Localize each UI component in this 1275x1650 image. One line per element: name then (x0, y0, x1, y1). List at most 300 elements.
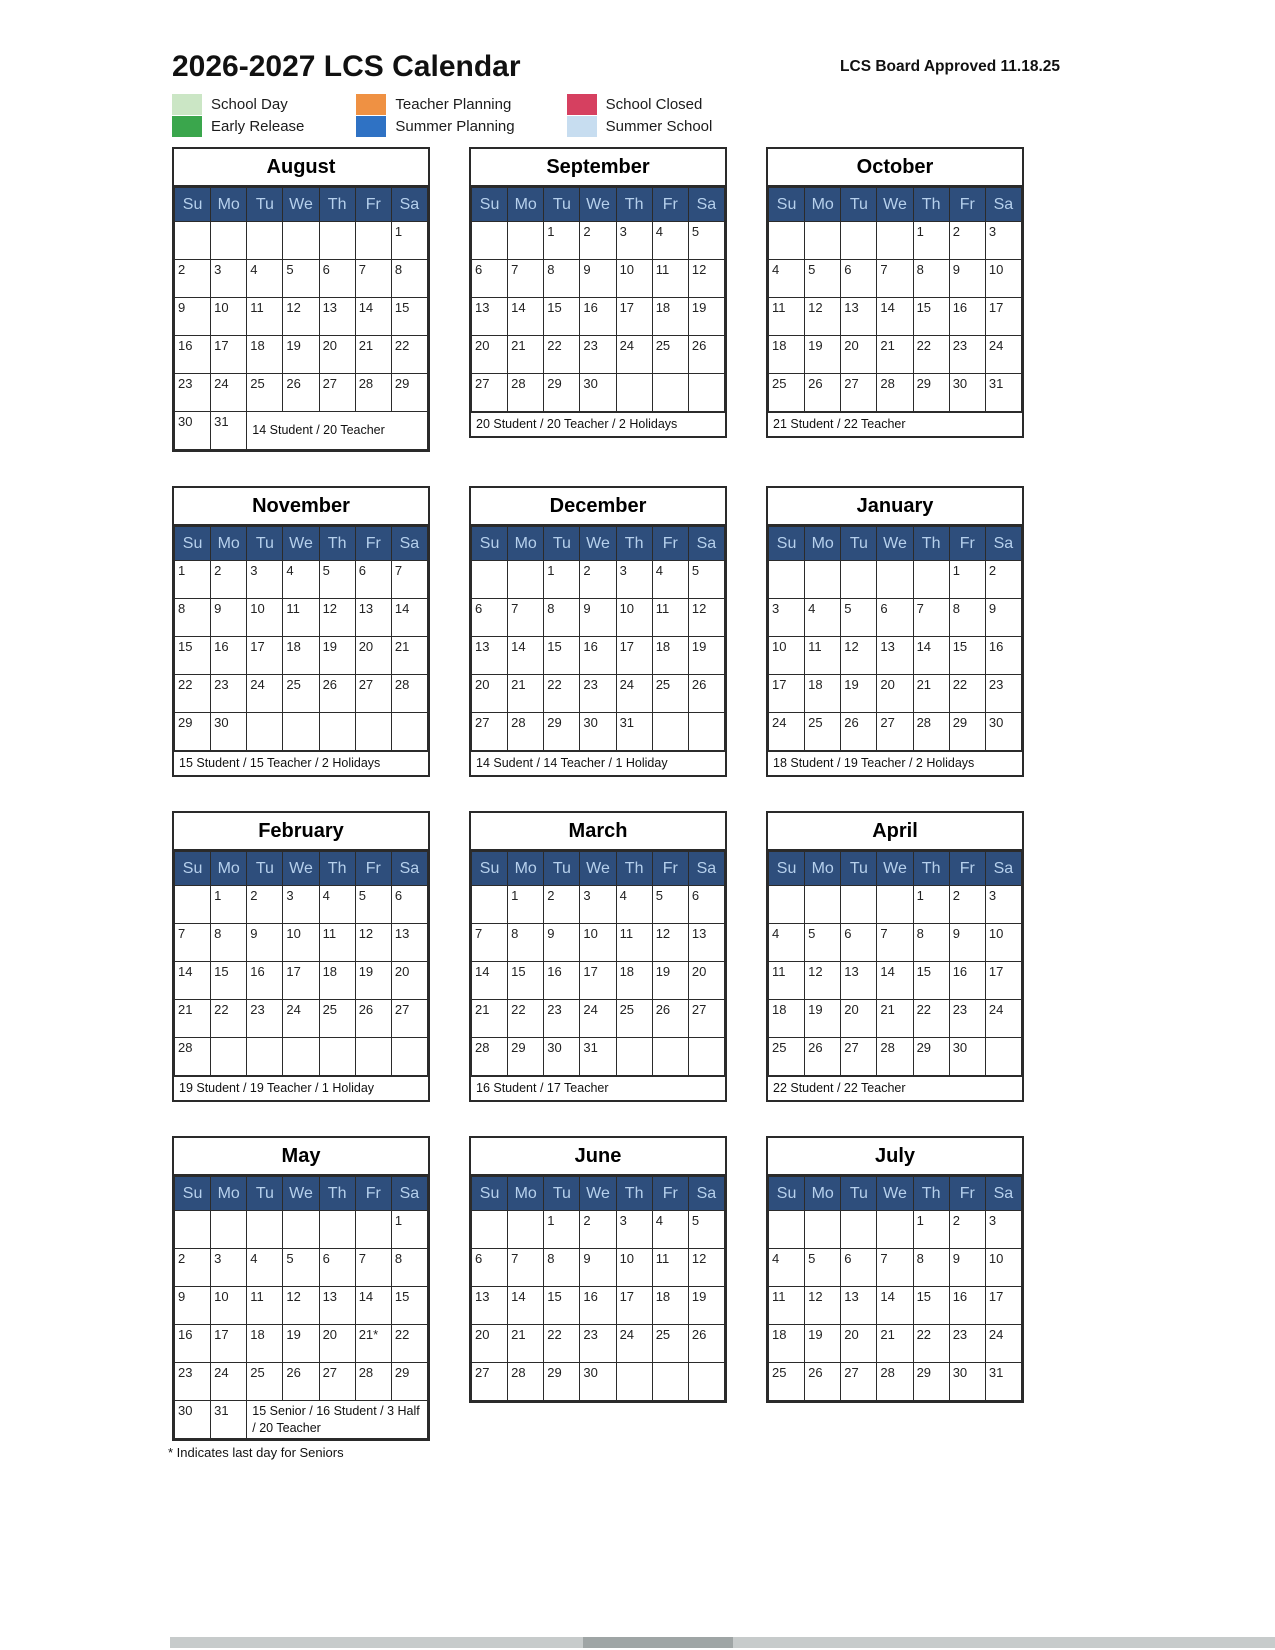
legend-item (356, 115, 514, 137)
day-cell: 24 (211, 1363, 247, 1401)
day-cell: 26 (841, 713, 877, 751)
day-cell: 24 (211, 374, 247, 412)
day-cell: 26 (355, 1000, 391, 1038)
day-cell (391, 713, 427, 751)
day-cell: 1 (949, 561, 985, 599)
month-card (766, 1136, 1024, 1403)
day-cell: 21 (508, 1325, 544, 1363)
month-december (469, 486, 727, 777)
dow-cell: Su (175, 1177, 211, 1211)
day-cell: 29 (391, 374, 427, 412)
day-cell: 30 (211, 713, 247, 751)
day-cell: 3 (769, 599, 805, 637)
day-cell: 18 (805, 675, 841, 713)
day-cell: 14 (877, 962, 913, 1000)
dow-cell: We (877, 1177, 913, 1211)
day-cell: 16 (580, 298, 616, 336)
day-cell: 9 (580, 260, 616, 298)
month-table-head (769, 527, 1022, 561)
day-cell: 2 (949, 222, 985, 260)
dow-cell: Sa (985, 1177, 1021, 1211)
week-row (472, 1287, 725, 1325)
dow-cell: Su (472, 527, 508, 561)
week-row (472, 599, 725, 637)
week-row (472, 298, 725, 336)
day-cell: 29 (949, 713, 985, 751)
month-table (174, 851, 428, 1076)
day-cell: 21 (472, 1000, 508, 1038)
month-footer: 14 Student / 20 Teacher (247, 412, 428, 450)
day-cell: 10 (769, 637, 805, 675)
day-cell: 14 (175, 962, 211, 1000)
dow-cell: We (580, 852, 616, 886)
day-cell (355, 1211, 391, 1249)
dow-cell: Fr (652, 852, 688, 886)
dow-cell: Sa (391, 188, 427, 222)
day-cell: 1 (391, 1211, 427, 1249)
day-cell: 14 (877, 1287, 913, 1325)
day-cell: 17 (985, 962, 1021, 1000)
week-row (769, 298, 1022, 336)
legend-label: Teacher Planning (395, 95, 512, 113)
day-cell: 19 (805, 1000, 841, 1038)
legend-label: Summer Planning (395, 117, 515, 135)
dow-cell: Mo (211, 527, 247, 561)
month-card (172, 147, 430, 452)
day-cell: 5 (805, 924, 841, 962)
er-swatch-icon (172, 116, 202, 137)
day-cell: 6 (841, 1249, 877, 1287)
scan-artifact (170, 1637, 1275, 1648)
day-cell (211, 1038, 247, 1076)
legend-label: Summer School (605, 117, 713, 135)
day-cell: 25 (652, 1325, 688, 1363)
day-cell: 1 (508, 886, 544, 924)
day-cell (841, 1211, 877, 1249)
day-cell: 19 (319, 637, 355, 675)
month-footer: 20 Student / 20 Teacher / 2 Holidays (471, 412, 725, 436)
month-card (766, 486, 1024, 777)
day-cell: 10 (616, 1249, 652, 1287)
week-row (472, 924, 725, 962)
day-cell: 4 (319, 886, 355, 924)
day-cell: 30 (580, 1363, 616, 1401)
day-cell (175, 222, 211, 260)
month-table (174, 526, 428, 751)
dow-cell: We (283, 852, 319, 886)
day-cell: 8 (544, 599, 580, 637)
day-cell: 9 (247, 924, 283, 962)
dow-cell: Sa (985, 188, 1021, 222)
dow-cell: We (283, 188, 319, 222)
day-cell: 8 (544, 260, 580, 298)
months-grid (168, 147, 1275, 1460)
week-row (175, 374, 428, 412)
day-cell (355, 1038, 391, 1076)
dow-cell: We (580, 527, 616, 561)
week-row (472, 886, 725, 924)
day-cell: 27 (841, 1363, 877, 1401)
day-cell: 19 (283, 1325, 319, 1363)
day-cell: 18 (769, 1000, 805, 1038)
week-row (472, 1249, 725, 1287)
day-cell: 8 (211, 924, 247, 962)
day-cell: 21 (877, 1000, 913, 1038)
week-row (769, 1249, 1022, 1287)
day-cell: 5 (688, 1211, 724, 1249)
day-cell: 10 (211, 298, 247, 336)
day-cell: 22 (391, 1325, 427, 1363)
day-cell: 21 (508, 336, 544, 374)
day-cell: 16 (580, 637, 616, 675)
day-cell (652, 1038, 688, 1076)
day-cell: 3 (211, 260, 247, 298)
day-cell: 9 (949, 260, 985, 298)
dow-cell: Su (472, 1177, 508, 1211)
day-cell: 16 (211, 637, 247, 675)
day-cell (616, 1363, 652, 1401)
day-cell: 17 (283, 962, 319, 1000)
day-cell: 23 (580, 336, 616, 374)
day-cell: 2 (175, 1249, 211, 1287)
dow-row (769, 1177, 1022, 1211)
day-cell: 22 (211, 1000, 247, 1038)
month-footer: 22 Student / 22 Teacher (768, 1076, 1022, 1100)
day-cell: 11 (652, 1249, 688, 1287)
month-may (168, 1136, 430, 1460)
dow-row (175, 527, 428, 561)
day-cell: 24 (283, 1000, 319, 1038)
day-cell: 16 (247, 962, 283, 1000)
day-cell: 30 (580, 374, 616, 412)
day-cell: 2 (175, 260, 211, 298)
legend-label: School Closed (605, 95, 703, 113)
day-cell: 17 (247, 637, 283, 675)
day-cell: 13 (472, 1287, 508, 1325)
day-cell: 28 (355, 1363, 391, 1401)
day-cell: 24 (985, 1000, 1021, 1038)
month-table (174, 187, 428, 450)
day-cell: 4 (247, 1249, 283, 1287)
day-cell: 25 (652, 336, 688, 374)
day-cell: 6 (391, 886, 427, 924)
day-cell: 21 (913, 675, 949, 713)
day-cell: 15 (211, 962, 247, 1000)
month-table (471, 851, 725, 1076)
day-cell: 1 (544, 561, 580, 599)
dow-cell: Fr (355, 527, 391, 561)
day-cell: 31 (616, 713, 652, 751)
dow-row (175, 852, 428, 886)
week-row (175, 298, 428, 336)
week-row (472, 713, 725, 751)
month-table (768, 187, 1022, 412)
day-cell: 25 (319, 1000, 355, 1038)
week-row (769, 1000, 1022, 1038)
day-cell: 30 (949, 374, 985, 412)
week-row (769, 675, 1022, 713)
day-cell (508, 561, 544, 599)
day-cell: 26 (283, 374, 319, 412)
dow-row (472, 852, 725, 886)
day-cell (841, 886, 877, 924)
week-row (175, 1401, 428, 1439)
day-cell: 1 (175, 561, 211, 599)
month-table-head (472, 188, 725, 222)
day-cell (616, 1038, 652, 1076)
day-cell: 4 (616, 886, 652, 924)
week-row (472, 222, 725, 260)
day-cell: 9 (175, 298, 211, 336)
day-cell (472, 222, 508, 260)
day-cell: 25 (769, 374, 805, 412)
day-cell: 26 (688, 675, 724, 713)
dow-cell: Mo (211, 1177, 247, 1211)
day-cell: 23 (247, 1000, 283, 1038)
dow-cell: Su (472, 852, 508, 886)
scan-artifact-dark (583, 1637, 733, 1648)
day-cell: 9 (580, 1249, 616, 1287)
day-cell: 8 (913, 260, 949, 298)
sp-swatch-icon (356, 116, 386, 137)
dow-cell: We (283, 527, 319, 561)
day-cell: 11 (769, 1287, 805, 1325)
day-cell (688, 713, 724, 751)
day-cell: 9 (985, 599, 1021, 637)
day-cell (841, 561, 877, 599)
day-cell (355, 713, 391, 751)
day-cell: 9 (949, 924, 985, 962)
day-cell (211, 1211, 247, 1249)
day-cell: 15 (949, 637, 985, 675)
day-cell: 2 (247, 886, 283, 924)
dow-cell: Su (175, 188, 211, 222)
day-cell (472, 1211, 508, 1249)
day-cell (283, 713, 319, 751)
day-cell: 15 (544, 637, 580, 675)
month-table-head (175, 1177, 428, 1211)
dow-cell: Th (913, 527, 949, 561)
day-cell: 7 (175, 924, 211, 962)
day-cell: 12 (355, 924, 391, 962)
day-cell: 7 (391, 561, 427, 599)
week-row (472, 374, 725, 412)
month-february (172, 811, 430, 1102)
dow-cell: Fr (652, 188, 688, 222)
month-table (471, 1176, 725, 1401)
day-cell: 5 (688, 561, 724, 599)
week-row (175, 1249, 428, 1287)
dow-cell: Sa (391, 1177, 427, 1211)
day-cell: 20 (841, 1325, 877, 1363)
day-cell: 4 (769, 1249, 805, 1287)
day-cell: 13 (319, 298, 355, 336)
day-cell: 19 (841, 675, 877, 713)
day-cell: 18 (319, 962, 355, 1000)
day-cell: 6 (472, 1249, 508, 1287)
dow-cell: Th (319, 527, 355, 561)
day-cell: 6 (877, 599, 913, 637)
dow-cell: Th (616, 1177, 652, 1211)
day-cell: 23 (985, 675, 1021, 713)
day-cell: 28 (877, 374, 913, 412)
month-table-body (472, 222, 725, 412)
dow-cell: Th (616, 188, 652, 222)
day-cell: 26 (319, 675, 355, 713)
day-cell: 4 (283, 561, 319, 599)
day-cell: 16 (175, 336, 211, 374)
day-cell: 18 (652, 1287, 688, 1325)
day-cell: 21* (355, 1325, 391, 1363)
ss-swatch-icon (567, 116, 597, 137)
dow-cell: Fr (949, 188, 985, 222)
legend-item (172, 115, 304, 137)
day-cell: 23 (580, 1325, 616, 1363)
day-cell: 27 (319, 374, 355, 412)
day-cell (472, 561, 508, 599)
week-row (175, 222, 428, 260)
day-cell: 29 (913, 374, 949, 412)
day-cell: 16 (949, 962, 985, 1000)
day-cell: 5 (805, 1249, 841, 1287)
day-cell: 7 (508, 260, 544, 298)
day-cell: 5 (283, 1249, 319, 1287)
day-cell: 17 (616, 637, 652, 675)
dow-cell: Tu (544, 1177, 580, 1211)
day-cell: 13 (472, 298, 508, 336)
week-row (175, 1000, 428, 1038)
week-row (175, 1363, 428, 1401)
legend-item (356, 93, 514, 115)
day-cell (805, 886, 841, 924)
day-cell: 12 (319, 599, 355, 637)
month-august (172, 147, 430, 452)
week-row (769, 637, 1022, 675)
day-cell: 29 (175, 713, 211, 751)
dow-cell: Fr (949, 527, 985, 561)
week-row (472, 1363, 725, 1401)
dow-cell: Su (769, 527, 805, 561)
day-cell: 1 (913, 886, 949, 924)
week-row (472, 1211, 725, 1249)
week-row (769, 1211, 1022, 1249)
dow-cell: Su (769, 188, 805, 222)
dow-cell: Th (319, 188, 355, 222)
month-card (172, 811, 430, 1102)
month-card (469, 147, 727, 438)
day-cell: 27 (391, 1000, 427, 1038)
dow-cell: Th (913, 1177, 949, 1211)
day-cell: 24 (769, 713, 805, 751)
dow-cell: Mo (211, 852, 247, 886)
day-cell: 18 (652, 637, 688, 675)
day-cell: 5 (652, 886, 688, 924)
day-cell: 13 (472, 637, 508, 675)
day-cell: 26 (652, 1000, 688, 1038)
day-cell: 7 (877, 924, 913, 962)
day-cell (247, 1038, 283, 1076)
day-cell: 13 (688, 924, 724, 962)
day-cell (319, 1038, 355, 1076)
day-cell: 22 (175, 675, 211, 713)
day-cell: 21 (355, 336, 391, 374)
month-footer: 14 Sudent / 14 Teacher / 1 Holiday (471, 751, 725, 775)
day-cell: 31 (211, 1401, 247, 1439)
day-cell: 3 (616, 222, 652, 260)
month-july (766, 1136, 1024, 1403)
month-june (469, 1136, 727, 1403)
day-cell: 22 (913, 1325, 949, 1363)
day-cell: 20 (877, 675, 913, 713)
day-cell: 4 (769, 924, 805, 962)
dow-cell: Tu (544, 188, 580, 222)
day-cell: 31 (211, 412, 247, 450)
day-cell: 16 (544, 962, 580, 1000)
day-cell: 6 (355, 561, 391, 599)
month-card (172, 1136, 430, 1441)
day-cell: 10 (616, 260, 652, 298)
day-cell: 20 (472, 1325, 508, 1363)
day-cell: 28 (391, 675, 427, 713)
day-cell: 19 (283, 336, 319, 374)
day-cell: 8 (508, 924, 544, 962)
month-title: October (768, 149, 1022, 187)
week-row (472, 675, 725, 713)
dow-cell: Tu (247, 852, 283, 886)
month-september (469, 147, 727, 438)
day-cell: 19 (652, 962, 688, 1000)
day-cell: 15 (913, 962, 949, 1000)
dow-row (769, 527, 1022, 561)
week-row (472, 1038, 725, 1076)
week-row (175, 924, 428, 962)
month-card (469, 811, 727, 1102)
day-cell: 8 (175, 599, 211, 637)
dow-cell: We (877, 527, 913, 561)
day-cell: 11 (652, 599, 688, 637)
day-cell: 23 (544, 1000, 580, 1038)
week-row (175, 713, 428, 751)
day-cell: 20 (319, 336, 355, 374)
dow-row (175, 188, 428, 222)
day-cell: 27 (472, 374, 508, 412)
dow-cell: Tu (544, 527, 580, 561)
day-cell: 11 (616, 924, 652, 962)
page-header (172, 0, 1060, 84)
dow-cell: Sa (688, 852, 724, 886)
day-cell: 14 (508, 637, 544, 675)
month-table-body (175, 886, 428, 1076)
day-cell: 27 (355, 675, 391, 713)
week-row (769, 599, 1022, 637)
week-row (769, 374, 1022, 412)
dow-cell: Tu (841, 1177, 877, 1211)
day-cell: 18 (769, 1325, 805, 1363)
dow-cell: Tu (841, 188, 877, 222)
day-cell (616, 374, 652, 412)
day-cell (688, 1363, 724, 1401)
day-cell: 26 (283, 1363, 319, 1401)
dow-cell: Th (319, 852, 355, 886)
dow-cell: Th (913, 188, 949, 222)
day-cell: 28 (355, 374, 391, 412)
month-january (766, 486, 1024, 777)
month-footer: 15 Student / 15 Teacher / 2 Holidays (174, 751, 428, 775)
day-cell (319, 222, 355, 260)
day-cell: 3 (985, 1211, 1021, 1249)
day-cell: 7 (355, 1249, 391, 1287)
day-cell: 13 (319, 1287, 355, 1325)
